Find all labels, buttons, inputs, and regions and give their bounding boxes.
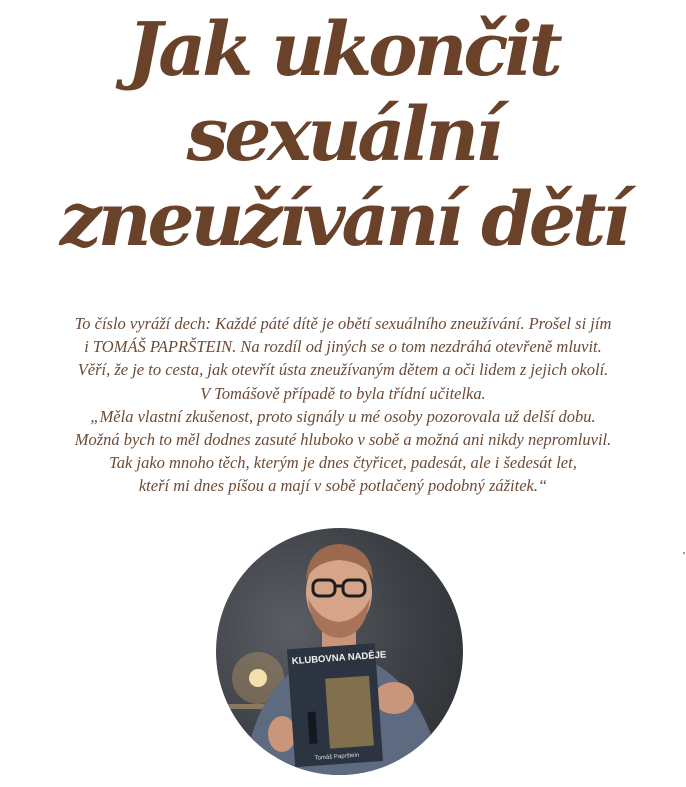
lead-line: V Tomášově případě to byla třídní učitelka. [200,383,486,403]
lead-line: „Měla vlastní zkušenost, proto signály u mé osoby pozorovala už delší dobu. [90,406,596,426]
headline-line-1: Jak ukončit [127,7,559,93]
lead-line: i TOMÁŠ PAPRŠTEIN. Na rozdíl od jiných se o tom nezdráhá otevřeně mluvit. [84,337,602,357]
lead-line: Tak jako mnoho těch, kterým je dnes čtyřicet, padesát, ale i šedesát let, [109,453,577,473]
lead-line: To číslo vyráží dech: Každé páté dítě je obětí sexuálního zneužívání. Prošel si jím [74,314,612,333]
headline [0,8,686,263]
left-hand [268,716,296,752]
portrait-illustration [216,528,463,775]
lamp-bulb [249,669,267,687]
right-hand [374,682,414,714]
lead-paragraph [10,312,676,498]
lead-line: kteří mi dnes píšou a mají v sobě potlačený podobný zážitek.“ [138,476,548,496]
lead-line: Možná bych to měl dodnes zasuté hluboko v sobě a možná ani nikdy nepromluvil. [74,430,612,450]
portrait-photo [216,528,463,775]
book [287,643,394,768]
book-cover-art [325,676,374,749]
book-title: KLUBOVNA NADĚJE [291,649,387,668]
book-author: Tomáš Paprštein [314,752,360,762]
headline-line-3: zneužívání dětí [59,177,627,263]
stray-dot [683,552,685,554]
headline-line-2: sexuální [186,92,500,178]
lead-line: Věří, že je to cesta, jak otevřít ústa zneužívaným dětem a oči lidem z jejich okolí. [77,360,609,380]
